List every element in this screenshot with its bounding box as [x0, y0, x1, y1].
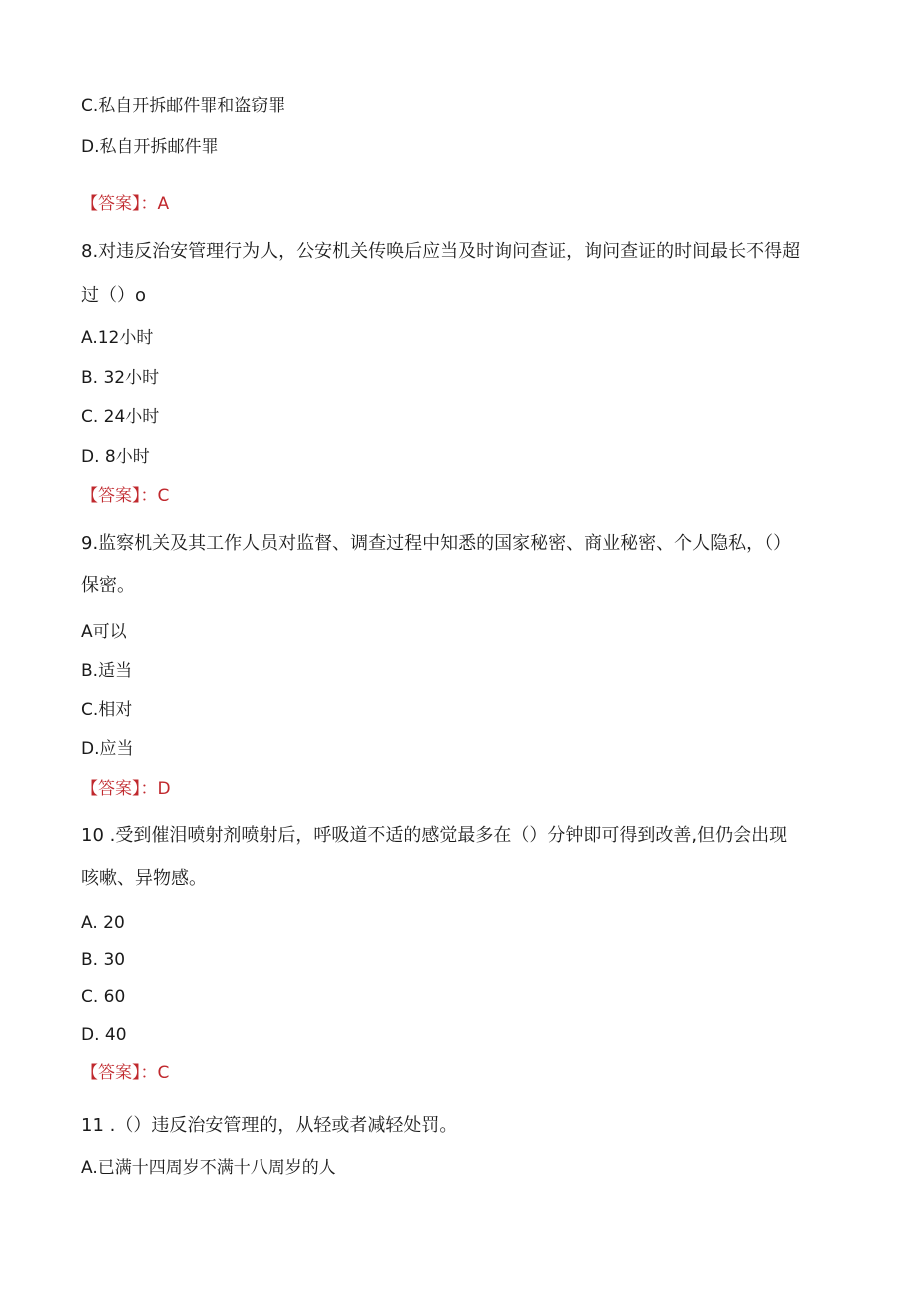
- option-line: C. 24小时: [81, 407, 160, 427]
- option-line: A可以: [81, 622, 127, 642]
- option-line: B. 30: [81, 950, 126, 970]
- answer-line: 【答案】：D: [81, 779, 171, 799]
- question-text: 过（）o: [81, 285, 147, 306]
- option-line: D.应当: [81, 739, 134, 759]
- option-line: C.私自开拆邮件罪和盗窃罪: [81, 96, 286, 116]
- option-line: C. 60: [81, 987, 126, 1007]
- option-line: D.私自开拆邮件罪: [81, 137, 219, 157]
- option-line: A. 20: [81, 913, 125, 933]
- option-line: D. 40: [81, 1025, 127, 1045]
- question-text: 10 .受到催泪喷射剂喷射后，呼吸道不适的感觉最多在（）分钟即可得到改善,但仍会出现: [81, 825, 788, 846]
- option-line: D. 8小时: [81, 447, 150, 467]
- question-text: 保密。: [81, 575, 135, 596]
- option-line: A.已满十四周岁不满十八周岁的人: [81, 1158, 336, 1178]
- option-line: C.相对: [81, 700, 133, 720]
- option-line: B. 32小时: [81, 368, 160, 388]
- option-line: B.适当: [81, 661, 133, 681]
- option-line: A.12小时: [81, 328, 154, 348]
- answer-line: 【答案】：A: [81, 194, 170, 214]
- question-text: 8.对违反治安管理行为人，公安机关传唤后应当及时询问查证，询问查证的时间最长不得超: [81, 241, 801, 262]
- question-text: 咳嗽、异物感。: [81, 868, 207, 889]
- answer-line: 【答案】：C: [81, 1063, 170, 1083]
- question-text: 9.监察机关及其工作人员对监督、调查过程中知悉的国家秘密、商业秘密、个人隐私，（）: [81, 533, 792, 554]
- question-text: 11 .（）违反治安管理的，从轻或者减轻处罚。: [81, 1115, 458, 1136]
- answer-line: 【答案】：C: [81, 486, 170, 506]
